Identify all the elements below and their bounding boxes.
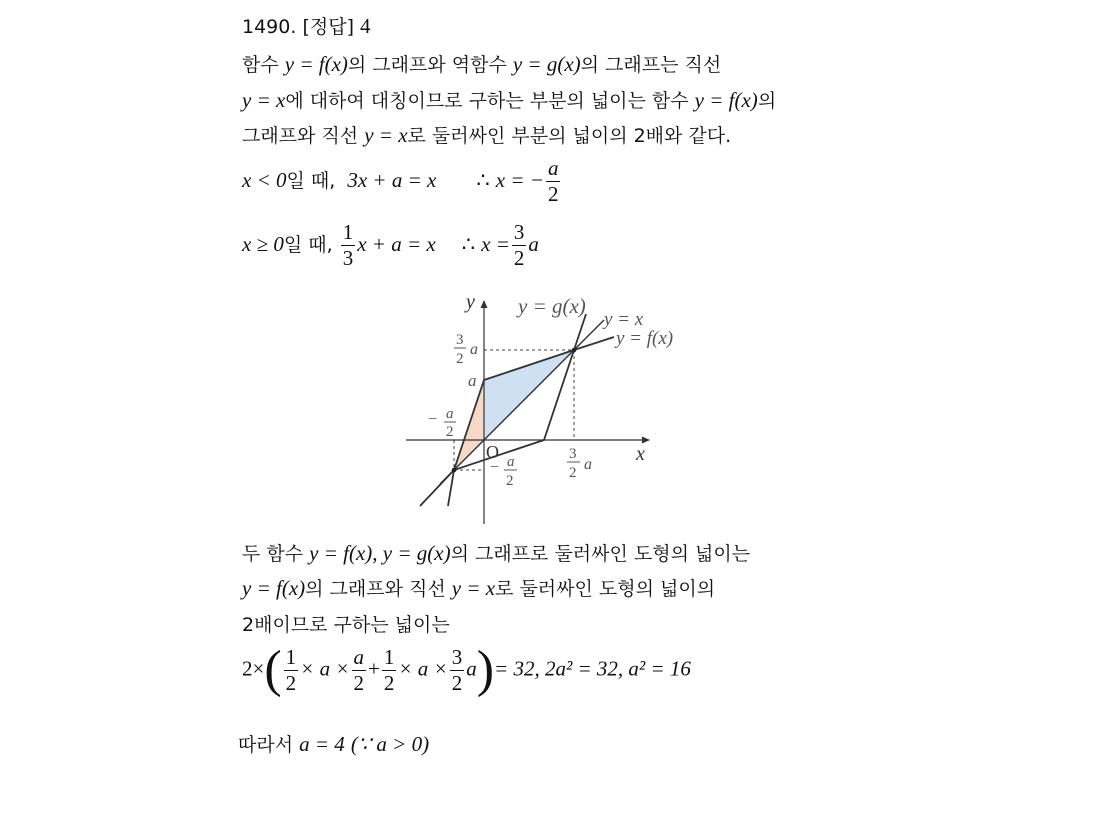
right-paren: ) bbox=[476, 641, 495, 698]
denominator: 2 bbox=[513, 246, 525, 270]
final-reason: (∵ a > 0) bbox=[350, 732, 430, 756]
math-yfx: y = f(x) bbox=[242, 576, 306, 600]
denominator: 2 bbox=[285, 670, 297, 695]
text: 일 때, bbox=[283, 234, 333, 256]
tick-3-2-a-den: 2 bbox=[456, 351, 464, 367]
axis-label-y: y bbox=[466, 291, 475, 313]
math-pair: y = f(x), y = g(x) bbox=[309, 541, 451, 565]
label-ygx: y = g(x) bbox=[518, 294, 586, 318]
xtick-minus-a-2-den: 2 bbox=[506, 473, 514, 489]
denominator: 2 bbox=[451, 670, 463, 695]
text: 의 그래프와 역함수 bbox=[347, 54, 513, 76]
para1-line2 bbox=[242, 86, 776, 113]
text: 그래프와 직선 bbox=[242, 125, 365, 147]
text: 에 대하여 대칭이므로 구하는 부분의 넓이는 함수 bbox=[285, 90, 695, 112]
numerator: 1 bbox=[342, 220, 354, 244]
numerator: 1 bbox=[383, 644, 395, 669]
final-equation: a = 4 bbox=[299, 732, 345, 756]
denominator: 2 bbox=[383, 670, 395, 695]
final-answer-line bbox=[238, 730, 429, 757]
xtick-3-2-a-num: 3 bbox=[569, 446, 577, 462]
tick-3-2-a-var: a bbox=[470, 341, 478, 358]
calc-frac-half bbox=[284, 644, 299, 695]
text: 함수 bbox=[242, 54, 285, 76]
case2-fraction bbox=[512, 222, 527, 269]
calc-frac-a-2 bbox=[352, 644, 367, 695]
tick-3-2-a-num: 3 bbox=[456, 332, 464, 348]
denominator: 2 bbox=[353, 670, 365, 695]
therefore-symbol: ∴ bbox=[476, 168, 490, 192]
math-yfx: y = f(x) bbox=[694, 88, 758, 112]
calc-times-a: × a × bbox=[300, 656, 350, 681]
label-yfx: y = f(x) bbox=[616, 328, 674, 349]
math-yx: y = x bbox=[364, 123, 408, 147]
answer-value: 4 bbox=[360, 14, 371, 38]
para1-line1 bbox=[242, 50, 721, 77]
line-y-equals-x bbox=[440, 320, 604, 484]
calc-plus: + bbox=[368, 656, 380, 681]
calc-times-a: × a × bbox=[398, 656, 448, 681]
text: 의 그래프와 직선 bbox=[305, 578, 452, 600]
denominator: 2 bbox=[547, 182, 559, 206]
case2-condition: x ≥ 0 bbox=[242, 232, 284, 256]
calc-lead: 2× bbox=[242, 656, 265, 681]
xtick-3-2-a-den: 2 bbox=[569, 465, 577, 481]
tick-minus-a-2-sign: − bbox=[428, 411, 438, 428]
math-yx: y = x bbox=[451, 576, 496, 600]
axis-label-x: x bbox=[636, 443, 645, 465]
area-calculation bbox=[242, 641, 691, 698]
para2-line1 bbox=[242, 539, 750, 566]
denominator: 3 bbox=[342, 246, 354, 270]
y-axis-arrow bbox=[481, 300, 488, 308]
tick-a: a bbox=[468, 371, 477, 390]
vertex-point bbox=[452, 468, 457, 473]
answer-tag: [정답] bbox=[302, 16, 354, 38]
therefore-symbol: ∴ bbox=[461, 232, 476, 256]
para1-line3 bbox=[242, 121, 731, 148]
calc-frac-half bbox=[382, 644, 397, 695]
xtick-minus-a-2-sign: − bbox=[490, 459, 500, 476]
case2-equation: x + a = x bbox=[357, 232, 436, 256]
left-paren: ( bbox=[264, 641, 282, 698]
vertex-point bbox=[572, 348, 577, 353]
calc-tail-a: a bbox=[466, 656, 477, 681]
case1-equation: 3x + a = x bbox=[347, 168, 437, 192]
numerator: 3 bbox=[451, 644, 463, 669]
text: 의 bbox=[757, 90, 777, 112]
xtick-minus-a-2-num: a bbox=[507, 454, 515, 470]
problem-number: 1490. bbox=[242, 16, 297, 38]
case1-result: x = − bbox=[495, 168, 544, 192]
text: 로 둘러싸인 도형의 넓이의 bbox=[495, 578, 716, 600]
para2-line2 bbox=[242, 574, 715, 601]
math-yx: y = x bbox=[242, 88, 286, 112]
case2-tail: a bbox=[528, 232, 539, 256]
graph-figure bbox=[400, 288, 700, 530]
problem-heading bbox=[242, 12, 371, 39]
numerator: a bbox=[353, 644, 365, 669]
calc-frac-3-2 bbox=[450, 644, 465, 695]
text: 따라서 bbox=[238, 734, 300, 756]
tick-minus-a-2-den: 2 bbox=[446, 424, 454, 440]
case2-line bbox=[242, 222, 539, 269]
case1-condition: x < 0 bbox=[242, 168, 287, 192]
tick-minus-a-2-num: a bbox=[446, 406, 454, 422]
calc-result: = 32, 2a² = 32, a² = 16 bbox=[494, 656, 691, 681]
graph-g bbox=[448, 314, 586, 506]
case2-result: x = bbox=[481, 232, 510, 256]
text: 로 둘러싸인 부분의 넓이의 2배와 같다. bbox=[407, 125, 732, 147]
text: 2배이므로 구하는 넓이는 bbox=[242, 614, 450, 636]
para2-line3 bbox=[242, 610, 450, 637]
origin-label: O bbox=[486, 442, 499, 462]
math-yfx: y = f(x) bbox=[284, 52, 348, 76]
math-ygx: y = g(x) bbox=[512, 52, 581, 76]
case2-coef-fraction bbox=[341, 222, 356, 269]
text: 의 그래프로 둘러싸인 도형의 넓이는 bbox=[450, 543, 751, 565]
text: 두 함수 bbox=[242, 543, 310, 565]
text: 의 그래프는 직선 bbox=[580, 54, 722, 76]
numerator: 3 bbox=[513, 220, 525, 244]
text: 일 때, bbox=[286, 170, 336, 192]
case1-fraction bbox=[546, 158, 561, 205]
case1-line bbox=[242, 158, 562, 205]
label-yx: y = x bbox=[604, 309, 644, 330]
numerator: 1 bbox=[285, 644, 297, 669]
xtick-3-2-a-var: a bbox=[584, 456, 592, 473]
numerator: a bbox=[547, 156, 559, 180]
